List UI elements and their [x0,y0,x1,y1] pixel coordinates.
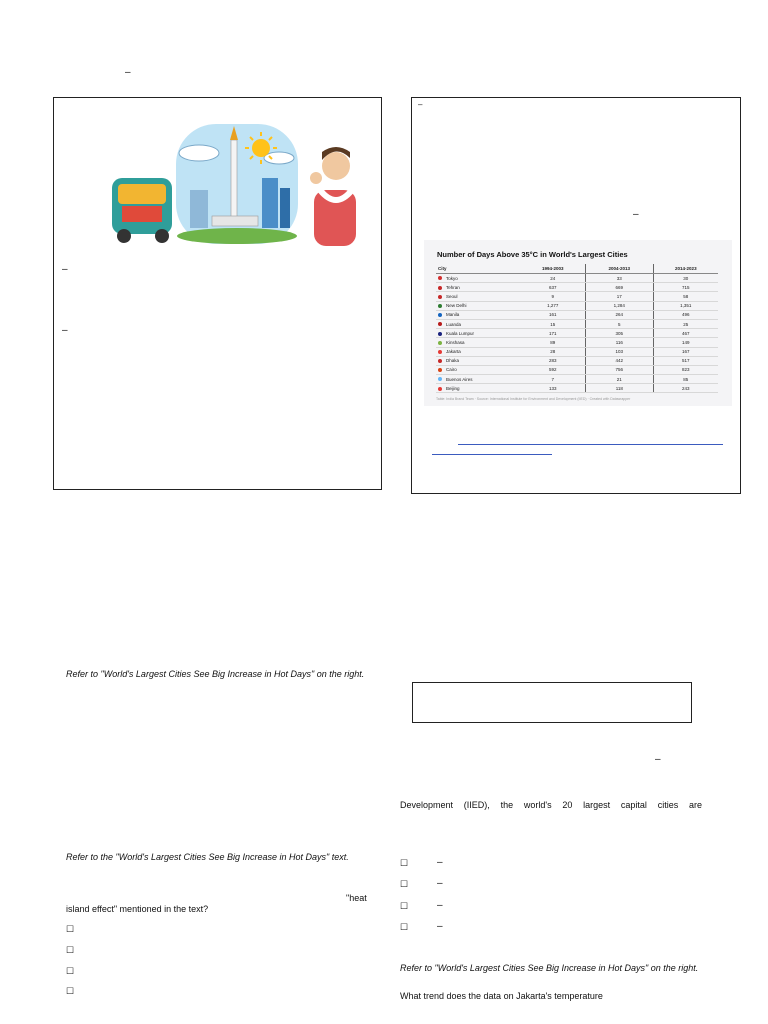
value-cell: 264 [585,310,653,319]
flag-icon [438,322,442,326]
table-row [436,356,718,365]
table-row [436,292,718,301]
city-cell [436,274,521,283]
city-name: Luanda [446,321,462,327]
flag-icon [438,350,442,354]
city-cell [436,301,521,310]
answer-checkbox[interactable]: ☐ [400,858,409,868]
value-cell: 15 [521,319,586,328]
hot-days-table [436,264,718,393]
city-cell [436,384,521,393]
answer-checkbox[interactable]: ☐ [66,966,75,976]
value-cell: 1,351 [653,301,718,310]
value-cell: 715 [653,283,718,292]
city-cell [436,365,521,374]
table-row [436,301,718,310]
flag-icon [438,359,442,363]
dash-mark: – [62,264,68,275]
city-cell [436,310,521,319]
city-name: Kinshasa [446,339,465,345]
table-row [436,319,718,328]
city-name: Dhaka [446,358,460,364]
answer-checkbox[interactable]: ☐ [66,986,75,996]
city-name: Tokyo [446,275,458,281]
flag-icon [438,368,442,372]
flag-icon [438,377,442,381]
value-cell: 17 [585,292,653,301]
value-cell: 58 [653,292,718,301]
column-header: 2004-2013 [585,264,653,274]
value-cell: 637 [521,283,586,292]
flag-icon [438,332,442,336]
value-cell: 496 [653,310,718,319]
table-row [436,365,718,374]
city-name: New Delhi [446,303,467,309]
flag-icon [438,387,442,391]
flag-icon [438,313,442,317]
answer-checkbox[interactable]: ☐ [66,945,75,955]
value-cell: 149 [653,338,718,347]
value-cell: 243 [653,384,718,393]
table-row [436,347,718,356]
value-cell: 89 [521,338,586,347]
table-source: Table: India Brand Team · Source: International Institute for Environment and Development (IIED) · Created with Datawrapper [436,397,631,401]
value-cell: 161 [521,310,586,319]
answer-checkbox[interactable]: ☐ [400,879,409,889]
flag-icon [438,276,442,280]
value-cell: 9 [521,292,586,301]
dash-mark: – [633,209,639,220]
dash-mark: – [125,67,131,78]
value-cell: 167 [653,347,718,356]
value-cell: 103 [585,347,653,356]
table-row [436,375,718,384]
city-cell [436,338,521,347]
city-cell [436,347,521,356]
dash-mark: – [418,100,423,109]
value-cell: 756 [585,365,653,374]
value-cell: 592 [521,365,586,374]
table-row [436,384,718,393]
table-row [436,274,718,283]
table-title: Number of Days Above 35°C in World's Largest Cities [437,250,628,259]
table-row [436,283,718,292]
instruction-2: Refer to the "World's Largest Cities See Big Increase in Hot Days" text. [66,852,349,862]
article-link-continued[interactable] [432,454,552,455]
answer-checkbox[interactable]: ☐ [66,924,75,934]
illustration-panel [53,97,382,490]
city-name: Tehran [446,284,460,290]
dash-mark: – [437,878,443,889]
city-name: Beijing [446,385,460,391]
city-name: Jakarta [446,349,461,355]
dash-mark: – [437,857,443,868]
value-cell: 116 [585,338,653,347]
hot-days-table-panel [424,240,732,406]
value-cell: 7 [521,375,586,384]
city-cell [436,292,521,301]
instruction-1: Refer to "World's Largest Cities See Big Increase in Hot Days" on the right. [66,669,365,679]
city-name: Buenos Aires [446,376,473,382]
dash-mark: – [655,754,661,765]
value-cell: 283 [521,356,586,365]
instruction-3: Refer to "World's Largest Cities See Big Increase in Hot Days" on the right. [400,963,699,973]
value-cell: 28 [521,347,586,356]
column-header: City [436,264,521,274]
article-link[interactable] [458,444,723,445]
value-cell: 442 [585,356,653,365]
column-header: 2014-2023 [653,264,718,274]
column-header: 1994-2003 [521,264,586,274]
value-cell: 21 [585,375,653,384]
value-cell: 25 [653,319,718,328]
answer-checkbox[interactable]: ☐ [400,922,409,932]
value-cell: 30 [653,274,718,283]
table-row [436,338,718,347]
answer-input-box[interactable] [412,682,692,723]
value-cell: 33 [585,274,653,283]
city-name: Seoul [446,293,458,299]
value-cell: 1,277 [521,301,586,310]
city-cell [436,283,521,292]
city-name: Kuala Lumpur [446,330,475,336]
city-cell [436,329,521,338]
question-3: What trend does the data on Jakarta's temperature [400,991,603,1001]
value-cell: 1,284 [585,301,653,310]
value-cell: 5 [585,319,653,328]
flag-icon [438,304,442,308]
iied-text: Development (IIED), the world's 20 largest capital cities are [400,800,702,810]
city-cell [436,375,521,384]
question-fragment: "heat [346,893,367,903]
value-cell: 517 [653,356,718,365]
table-header-row [436,264,718,274]
answer-checkbox[interactable]: ☐ [400,901,409,911]
value-cell: 85 [653,375,718,384]
flag-icon [438,341,442,345]
value-cell: 171 [521,329,586,338]
flag-icon [438,295,442,299]
flag-icon [438,286,442,290]
value-cell: 823 [653,365,718,374]
city-cell [436,356,521,365]
city-cell [436,319,521,328]
value-cell: 669 [585,283,653,292]
dash-mark: – [437,900,443,911]
dash-mark: – [62,325,68,336]
value-cell: 118 [585,384,653,393]
question-fragment: island effect" mentioned in the text? [66,904,209,914]
jakarta-heat-illustration [104,118,364,248]
city-name: Cairo [446,367,457,373]
value-cell: 467 [653,329,718,338]
city-name: Manila [446,312,460,318]
dash-mark: – [437,921,443,932]
value-cell: 305 [585,329,653,338]
table-row [436,329,718,338]
table-row [436,310,718,319]
value-cell: 133 [521,384,586,393]
value-cell: 24 [521,274,586,283]
